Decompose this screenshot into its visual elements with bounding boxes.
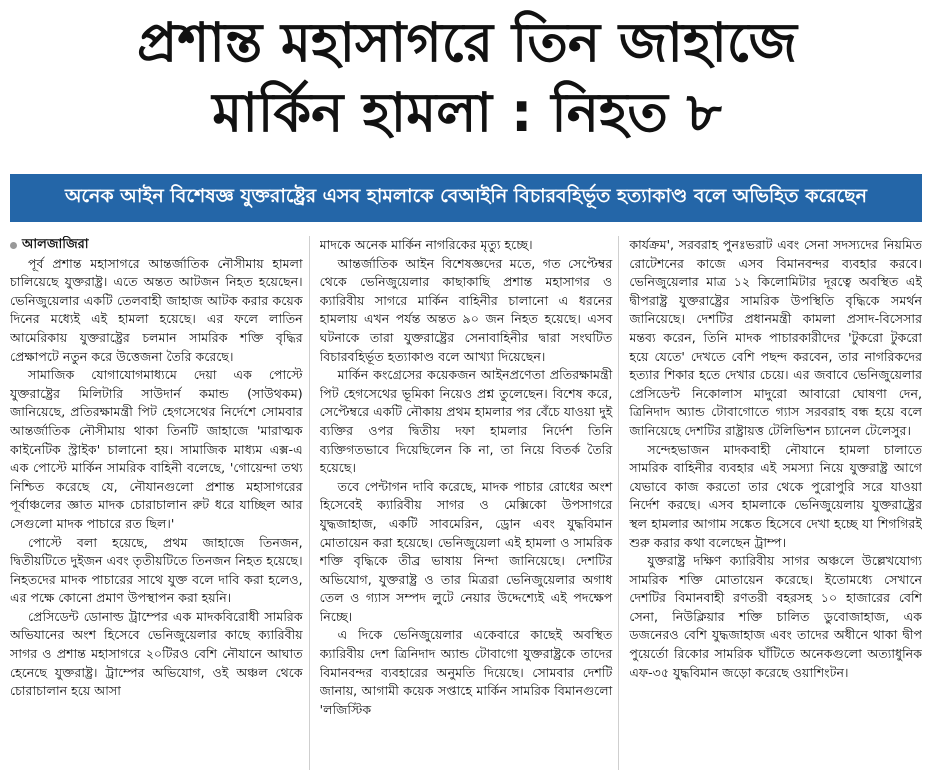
headline [0,8,934,148]
article-column-1 [10,236,310,770]
article-column-3 [629,236,922,770]
paragraph: পোস্টে বলা হয়েছে, প্রথম জাহাজে তিনজন, দ্বিতীয়টিতে দুইজন এবং তৃতীয়টিতে তিনজন নিহত হয়েছে। নিহতদের মাদক পাচারের সাথে যুক্ত বলে দাবি করা হলেও, এর পক্ষে কোনো প্রমাণ উপস্থাপন করা হয়নি। [10,534,303,606]
paragraph: আন্তর্জাতিক আইন বিশেষজ্ঞদের মতে, গত সেপ্টেম্বর থেকে ভেনিজুয়েলার কাছাকাছি প্রশান্ত মহাসাগর ও ক্যারিবীয় সাগরে মার্কিন বাহিনীর চালানো এ ধরনের হামলায় এখন পর্যন্ত অন্তত ৯০ জন নিহত হয়েছে। এসব ঘটনাকে তারা যুক্তরাষ্ট্রের সেনাবাহিনীর দ্বারা সংঘটিত বিচারবহির্ভূত হত্যাকাণ্ড বলে আখ্যা দিয়েছেন। [319,255,613,364]
article-column-2 [320,236,620,770]
paragraph: কার্যক্রম', সরবরাহ পুনঃভরাট এবং সেনা সদস্যদের নিয়মিত রোটেশনের কাজে এসব বিমানবন্দর ব্যবহার করবে। ভেনিজুয়েলার মাত্র ১২ কিলোমিটার দূরত্বে অবস্থিত এই দ্বীপরাষ্ট্র যুক্তরাষ্ট্রের সামরিক উপস্থিতি বৃদ্ধিকে সমর্থন জানিয়েছে। দেশটির প্রধানমন্ত্রী কামলা প্রসাদ-বিসেসার মন্তব্য করেন, তিনি মাদক পাচারকারীদের 'টুকরো টুকরো হয়ে যেতে' দেখতে বেশি পছন্দ করবেন, তার নাগরিকদের হত্যার শিকার হতে দেখার চেয়ে। এর জবাবে ভেনিজুয়েলার প্রেসিডেন্ট নিকোলাস মাদুরো আবারো ঘোষণা দেন, ত্রিনিদাদ অ্যান্ড টোবাগোতে গ্যাস সরবরাহ বন্ধ হয়ে বলে জানিয়েছে দেশটির রাষ্ট্রায়ত্ত টেলিভিশন চ্যানেল টেলেসুর। [629,237,923,438]
subheadline-banner: অনেক আইন বিশেষজ্ঞ যুক্তরাষ্ট্রের এসব হামলাকে বেআইনি বিচারবহির্ভূত হত্যাকাণ্ড বলে অভিহিত করেছেন [10,174,922,222]
paragraph: প্রেসিডেন্ট ডোনাল্ড ট্রাম্পের এক মাদকবিরোধী সামরিক অভিযানের অংশ হিসেবে ভেনিজুয়েলার কাছে ক্যারিবীয় সাগর ও প্রশান্ত মহাসাগরে ২০টিরও বেশি নৌযানে আঘাত হেনেছে যুক্তরাষ্ট্র। ট্রাম্পের অভিযোগ, ওই অঞ্চল থেকে চোরাচালান হয়ে আসা [10,608,303,699]
byline [10,236,303,255]
paragraph: এ দিকে ভেনিজুয়েলার একেবারে কাছেই অবস্থিত ক্যারিবীয় দেশ ত্রিনিদাদ অ্যান্ড টোবাগো যুক্তরাষ্ট্রকে তাদের বিমানবন্দর ব্যবহারের অনুমতি দিয়েছে। সোমবার দেশটি জানায়, আগামী কয়েক সপ্তাহে মার্কিন সামরিক বিমানগুলো 'লজিস্টিক [319,627,613,717]
paragraph: তবে পেন্টাগন দাবি করেছে, মাদক পাচার রোধের অংশ হিসেবেই ক্যারিবীয় সাগর ও মেক্সিকো উপসাগরে যুদ্ধজাহাজ, একটি সাবমেরিন, ড্রোন এবং যুদ্ধবিমান মোতায়েন করা হয়েছে। ভেনিজুয়েলা এই হামলা ও সামরিক শক্তি বৃদ্ধিকে তীব্র ভাষায় নিন্দা জানিয়েছে। দেশটির অভিযোগ, যুক্তরাষ্ট্র ও তার মিত্ররা ভেনিজুয়েলার অগাধ তেল ও গ্যাস সম্পদ লুটে নেয়ার উদ্দেশ্যেই এই পদক্ষেপ নিচ্ছে। [319,478,613,624]
paragraph: যুক্তরাষ্ট্র দক্ষিণ ক্যারিবীয় সাগর অঞ্চলে উল্লেখযোগ্য সামরিক শক্তি মোতায়েন করেছে। ইতোমধ্যে সেখানে দেশটির বিমানবাহী রণতরী বহরসহ ১০ হাজারের বেশি সেনা, নিউক্লিয়ার শক্তি চালিত ডুবোজাহাজ, এক ডজনেরও বেশি যুদ্ধজাহাজ এবং তাদের অধীনে থাকা দ্বীপ পুয়ের্তো রিকোর সামরিক ঘাঁটিতে অনেকগুলো অত্যাধুনিক এফ-৩৫ যুদ্ধবিমান জড়ো করেছে ওয়াশিংটন। [629,553,923,680]
paragraph: সামাজিক যোগাযোগমাধ্যমে দেয়া এক পোস্টে যুক্তরাষ্ট্রের মিলিটারি সাউদার্ন কমান্ড (সাউথকম) জানিয়েছে, প্রতিরক্ষামন্ত্রী পিট হেগসেথের নির্দেশে সোমবার আন্তর্জাতিক নৌসীমায় থাকা তিনটি জাহাজে 'মারাত্মক কাইনেটিক স্ট্রাইক' চালানো হয়। সামাজিক মাধ্যম এক্স-এ এক পোস্টে মার্কিন সামরিক বাহিনী বলেছে, 'গোয়েন্দা তথ্য নিশ্চিত করেছে যে, নৌযানগুলো প্রশান্ত মহাসাগরের পূর্বাঞ্চলের জ্ঞাত মাদক চোরাচালান রুট ধরে যাচ্ছিল আর সেগুলো মাদক পাচারে রত ছিল।' [10,367,303,531]
paragraph: সন্দেহভাজন মাদকবাহী নৌযানে হামলা চালাতে সামরিক বাহিনীর ব্যবহার এই সমস্যা নিয়ে যুক্তরাষ্ট্র আগে যেভাবে কাজ করতো তার থেকে পুরোপুরি সরে যাওয়া নির্দেশ করছে। এসব হামলাকে ভেনিজুয়েলায় যুক্তরাষ্ট্রের স্থল হামলার আগাম সঙ্কেত হিসেবে দেখা হচ্ছে যা শিগগিরই শুরু করার কথা বলেছেন ট্রাম্প। [629,441,923,550]
bullet-icon [10,242,17,249]
paragraph: পূর্ব প্রশান্ত মহাসাগরে আন্তর্জাতিক নৌসীমায় হামলা চালিয়েছে যুক্তরাষ্ট্র। এতে অন্তত আটজন নিহত হয়েছেন। ভেনিজুয়েলার একটি তেলবাহী জাহাজ আটক করার কয়েক দিনের মধ্যেই এই হামলা হয়েছে। এর ফলে লাতিন আমেরিকায় যুক্তরাষ্ট্রের চলমান সামরিক শক্তি বৃদ্ধির প্রেক্ষাপটে নতুন করে উত্তেজনা তৈরি করেছে। [10,255,303,364]
article-body [10,236,922,770]
paragraph: মাদকে অনেক মার্কিন নাগরিকের মৃত্যু হচ্ছে। [319,237,533,252]
headline-line-1: প্রশান্ত মহাসাগরে তিন জাহাজে [137,11,797,74]
headline-line-2: মার্কিন হামলা : নিহত ৮ [212,81,722,144]
paragraph: মার্কিন কংগ্রেসের কয়েকজন আইনপ্রণেতা প্রতিরক্ষামন্ত্রী পিট হেগসেথের ভূমিকা নিয়েও প্রশ্ন তুলেছেন। বিশেষ করে, সেপ্টেম্বরে একটি নৌকায় প্রথম হামলার পর বেঁচে যাওয়া দুই ব্যক্তির ওপর দ্বিতীয় দফা হামলার নির্দেশ তিনি ব্যক্তিগতভাবে দিয়েছিলেন কি না, তা নিয়ে বিতর্ক তৈরি হয়েছে। [319,367,613,476]
byline-source: আলজাজিরা [22,237,89,252]
